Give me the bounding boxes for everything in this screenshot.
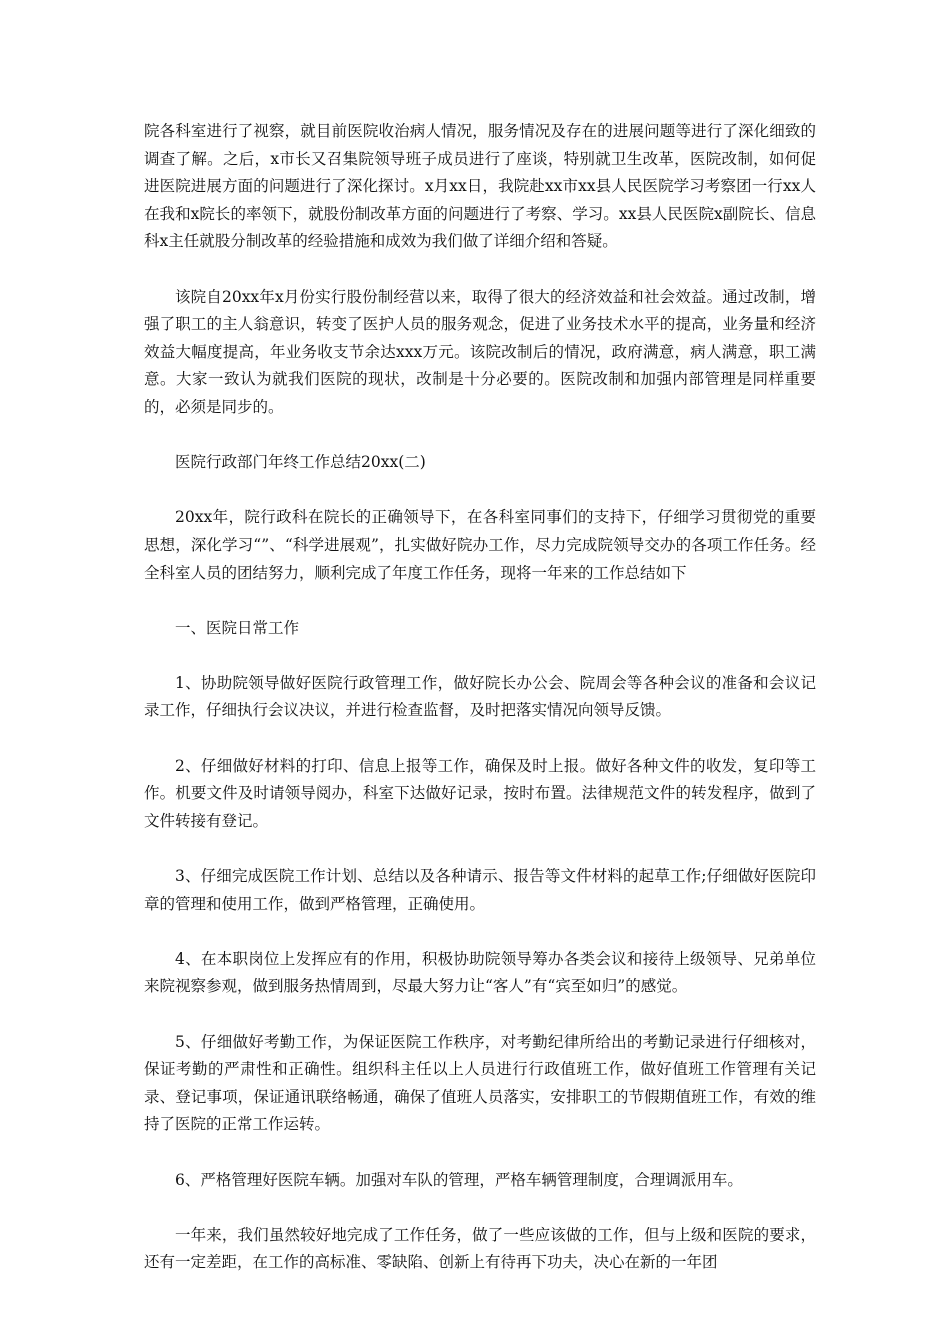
- document-page: [144, 118, 816, 1305]
- list-item-5: 5、仔细做好考勤工作，为保证医院工作秩序，对考勤纪律所给出的考勤记录进行仔细核对，保证考勤的严肃性和正确性。组织科主任以上人员进行行政值班工作，做好值班工作管理有关记录、登记事项，保证通讯联络畅通，确保了值班人员落实，安排职工的节假期值班工作，有效的维持了医院的正常工作运转。: [144, 1032, 816, 1134]
- section-heading-part-two: 医院行政部门年终工作总结20xx(二): [175, 453, 426, 472]
- paragraph-annual-intro: 20xx年，院行政科在院长的正确领导下，在各科室同事们的支持下，仔细学习贯彻党的重要思想，深化学习“”、“科学进展观”，扎实做好院办工作，尽力完成院领导交办的各项工作任务。经全科室人员的团结努力，顺利完成了年度工作任务，现将一年来的工作总结如下: [144, 508, 816, 582]
- list-item-4: 4、在本职岗位上发挥应有的作用，积极协助院领导筹办各类会议和接待上级领导、兄弟单位来院视察参观，做到服务热情周到，尽最大努力让“客人”有“宾至如归”的感觉。: [144, 949, 816, 996]
- list-item-3: 3、仔细完成医院工作计划、总结以及各种请示、报告等文件材料的起草工作;仔细做好医院印章的管理和使用工作，做到严格管理，正确使用。: [144, 867, 816, 913]
- list-item-6: 6、严格管理好医院车辆。加强对车队的管理，严格车辆管理制度，合理调派用车。: [175, 1170, 743, 1189]
- list-item-2: 2、仔细做好材料的打印、信息上报等工作，确保及时上报。做好各种文件的收发，复印等工作。机要文件及时请领导阅办，科室下达做好记录，按时布置。法律规范文件的转发程序，做到了文件转接有登记。: [144, 756, 816, 830]
- paragraph-reform-results: 该院自20xx年x月份实行股份制经营以来，取得了很大的经济效益和社会效益。通过改制，增强了职工的主人翁意识，转变了医护人员的服务观念，促进了业务技术水平的提高，业务量和经济效益大幅度提高，年业务收支节余达xxx万元。该院改制后的情况，政府满意，病人满意，职工满意。大家一致认为就我们医院的现状，改制是十分必要的。医院改制和加强内部管理是同样重要的，必须是同步的。: [144, 287, 816, 416]
- list-item-1: 1、协助院领导做好医院行政管理工作，做好院长办公会、院周会等各种会议的准备和会议记录工作，仔细执行会议决议，并进行检查监督，及时把落实情况向领导反馈。: [144, 673, 816, 720]
- paragraph-visit-summary: 院各科室进行了视察，就目前医院收治病人情况，服务情况及存在的进展问题等进行了深化细致的调查了解。之后，x市长又召集院领导班子成员进行了座谈，特别就卫生改革，医院改制，如何促进医院进展方面的问题进行了深化探讨。x月xx日，我院赴xx市xx县人民医院学习考察团一行xx人在我和x院长的率领下，就股份制改革方面的问题进行了考察、学习。xx县人民医院x副院长、信息科x主任就股分制改革的经验措施和成效为我们做了详细介绍和答疑。: [144, 122, 816, 251]
- paragraph-conclusion: 一年来，我们虽然较好地完成了工作任务，做了一些应该做的工作，但与上级和医院的要求，还有一定差距，在工作的高标准、零缺陷、创新上有待再下功夫，决心在新的一年团: [144, 1225, 816, 1272]
- section-heading-daily-work: 一、医院日常工作: [175, 618, 300, 637]
